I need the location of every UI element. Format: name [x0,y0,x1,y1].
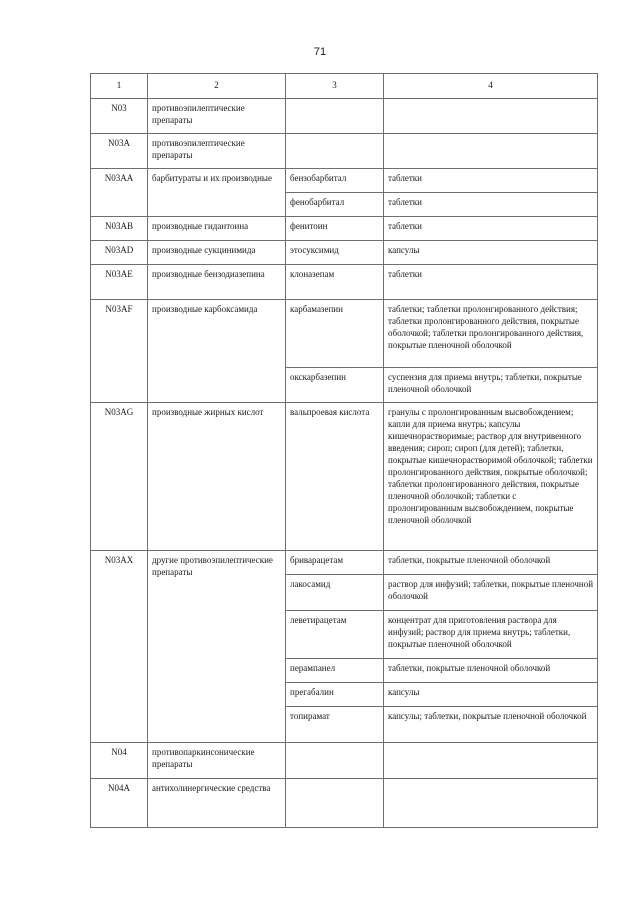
form-cell: таблетки [384,169,598,193]
table-row [91,403,598,551]
group-cell: производные бензодиазепина [148,265,286,300]
form-cell [384,134,598,169]
table-row [91,265,598,300]
form-cell: раствор для инфузий; таблетки, покрытые пленочной оболочкой [384,575,598,611]
drug-cell [286,779,384,828]
drug-cell: этосуксимид [286,241,384,265]
group-cell: производные сукцинимида [148,241,286,265]
form-cell: таблетки [384,193,598,217]
table-row [91,241,598,265]
column-header: 3 [286,74,384,99]
atc-code-cell: N03AD [91,241,148,265]
drug-cell [286,743,384,779]
column-header: 1 [91,74,148,99]
drug-cell: фенитоин [286,217,384,241]
group-cell: другие противоэпилептические препараты [148,551,286,743]
atc-code-cell: N04A [91,779,148,828]
group-cell: производные гидантоина [148,217,286,241]
form-cell: капсулы; таблетки, покрытые пленочной оболочкой [384,707,598,743]
group-cell: барбитураты и их производные [148,169,286,217]
group-cell: противоэпилептические препараты [148,99,286,134]
form-cell: капсулы [384,241,598,265]
drug-cell: перампанел [286,659,384,683]
drug-cell: клоназепам [286,265,384,300]
form-cell: суспензия для приема внутрь; таблетки, покрытые пленочной оболочкой [384,368,598,403]
column-header: 2 [148,74,286,99]
drug-cell: прегабалин [286,683,384,707]
atc-code-cell: N03AE [91,265,148,300]
atc-code-cell: N03AF [91,300,148,403]
drug-cell: топирамат [286,707,384,743]
form-cell: гранулы с пролонгированным высвобождением; капли для приема внутрь; капсулы кишечнорастворимые; раствор для внутривенного введения; сироп; сироп (для детей); таблетки, покрытые кишечнорастворимой оболочкой; таблетки пролонгированного действия, покрытые оболочкой; таблетки пролонгированного действия, покрытые пленочной оболочкой; таблетки с пролонгированным высвобождением, покрытые пленочной оболочкой [384,403,598,551]
form-cell [384,743,598,779]
table-row [91,300,598,368]
table-row [91,99,598,134]
form-cell: таблетки; таблетки пролонгированного действия; таблетки пролонгированного действия, покрытые оболочкой; таблетки пролонгированного действия, покрытые пленочной оболочкой [384,300,598,368]
column-header: 4 [384,74,598,99]
form-cell: таблетки, покрытые пленочной оболочкой [384,551,598,575]
group-cell: противоэпилептические препараты [148,134,286,169]
atc-code-cell: N04 [91,743,148,779]
table-row [91,779,598,828]
atc-code-cell: N03A [91,134,148,169]
drug-cell: бензобарбитал [286,169,384,193]
drug-cell: карбамазепин [286,300,384,368]
atc-code-cell: N03AG [91,403,148,551]
drug-cell [286,99,384,134]
drug-cell: бриварацетам [286,551,384,575]
atc-code-cell: N03AB [91,217,148,241]
table-row [91,217,598,241]
drug-cell: леветирацетам [286,611,384,659]
drug-cell: фенобарбитал [286,193,384,217]
form-cell: таблетки, покрытые пленочной оболочкой [384,659,598,683]
form-cell: концентрат для приготовления раствора для инфузий; раствор для приема внутрь; таблетки, покрытые пленочной оболочкой [384,611,598,659]
table-header-row [91,74,598,99]
page-number: 71 [313,46,327,58]
medication-table [90,73,598,828]
table-row [91,551,598,575]
drug-cell [286,134,384,169]
form-cell [384,779,598,828]
form-cell: таблетки [384,265,598,300]
table-row [91,134,598,169]
form-cell [384,99,598,134]
atc-code-cell: N03AX [91,551,148,743]
table-row [91,169,598,193]
table-row [91,743,598,779]
form-cell: таблетки [384,217,598,241]
atc-code-cell: N03AA [91,169,148,217]
group-cell: производные жирных кислот [148,403,286,551]
group-cell: производные карбоксамида [148,300,286,403]
drug-cell: лакосамид [286,575,384,611]
atc-code-cell: N03 [91,99,148,134]
drug-cell: окскарбазепин [286,368,384,403]
drug-cell: вальпроевая кислота [286,403,384,551]
group-cell: противопаркинсонические препараты [148,743,286,779]
form-cell: капсулы [384,683,598,707]
group-cell: антихолинергические средства [148,779,286,828]
